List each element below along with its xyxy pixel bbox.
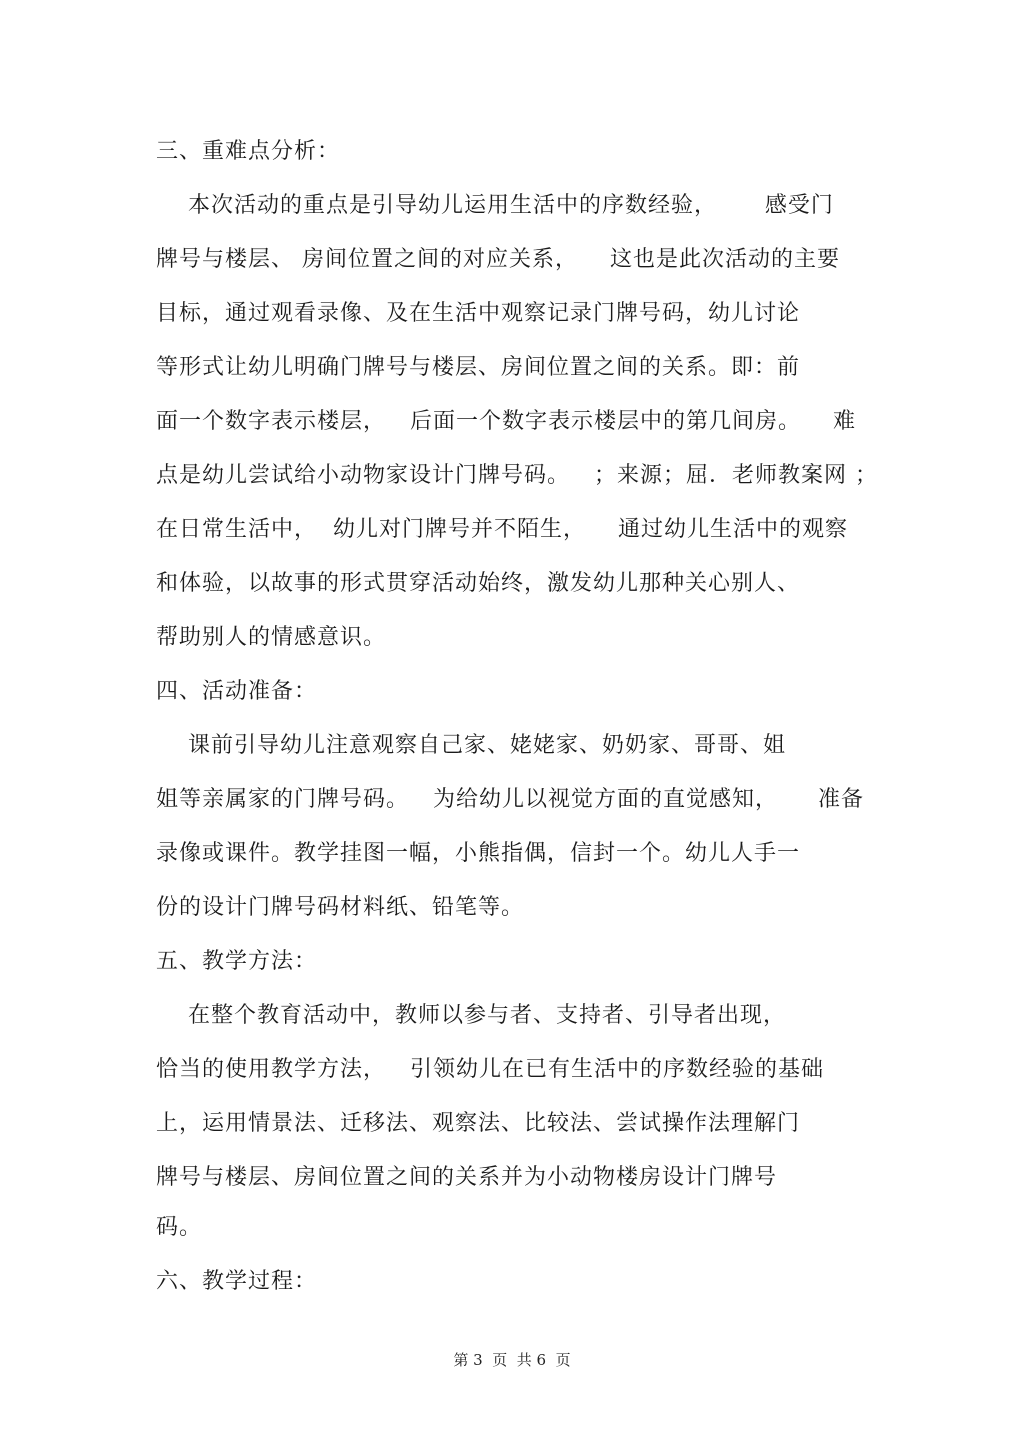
page-footer: 第 3 页 共 6 页	[453, 1351, 571, 1369]
paragraph-line: 课前引导幼儿注意观察自己家、姥姥家、奶奶家、哥哥、姐	[156, 733, 786, 758]
section-heading-teaching-methods: 五、教学方法：	[156, 949, 318, 974]
paragraph-line: 牌号与楼层、房间位置之间的关系并为小动物楼房设计门牌号	[156, 1165, 778, 1190]
paragraph-line: 在整个教育活动中，教师以参与者、支持者、引导者出现，	[156, 1003, 786, 1028]
section-heading-teaching-process: 六、教学过程：	[156, 1269, 318, 1294]
paragraph-line: 点是幼儿尝试给小动物家设计门牌号码。 ；来源；屈．老师教案网 ；	[156, 463, 878, 488]
paragraph-line: 帮助别人的情感意识。	[156, 625, 387, 650]
paragraph-line: 面一个数字表示楼层， 后面一个数字表示楼层中的第几间房。 难	[156, 409, 856, 434]
paragraph-line: 码。	[156, 1215, 203, 1240]
paragraph-line: 上，运用情景法、迁移法、观察法、比较法、尝试操作法理解门	[156, 1111, 801, 1136]
paragraph-line: 份的设计门牌号码材料纸、铅笔等。	[156, 895, 525, 920]
paragraph-line: 和体验，以故事的形式贯穿活动始终，激发幼儿那种关心别人、	[156, 571, 801, 596]
paragraph-line: 等形式让幼儿明确门牌号与楼层、房间位置之间的关系。即：前	[156, 355, 801, 380]
paragraph-line: 牌号与楼层、 房间位置之间的对应关系， 这也是此次活动的主要	[156, 247, 840, 272]
paragraph-line: 目标，通过观看录像、及在生活中观察记录门牌号码，幼儿讨论	[156, 301, 801, 326]
paragraph-line: 在日常生活中， 幼儿对门牌号并不陌生， 通过幼儿生活中的观察	[156, 517, 848, 542]
section-heading-preparation: 四、活动准备：	[156, 679, 318, 704]
paragraph-line: 录像或课件。教学挂图一幅，小熊指偶，信封一个。幼儿人手一	[156, 841, 801, 866]
paragraph-line: 本次活动的重点是引导幼儿运用生活中的序数经验， 感受门	[156, 193, 834, 218]
paragraph-line: 恰当的使用教学方法， 引领幼儿在已有生活中的序数经验的基础	[156, 1057, 824, 1082]
section-heading-key-points: 三、重难点分析：	[156, 139, 341, 164]
paragraph-line: 姐等亲属家的门牌号码。 为给幼儿以视觉方面的直觉感知， 准备	[156, 787, 864, 812]
